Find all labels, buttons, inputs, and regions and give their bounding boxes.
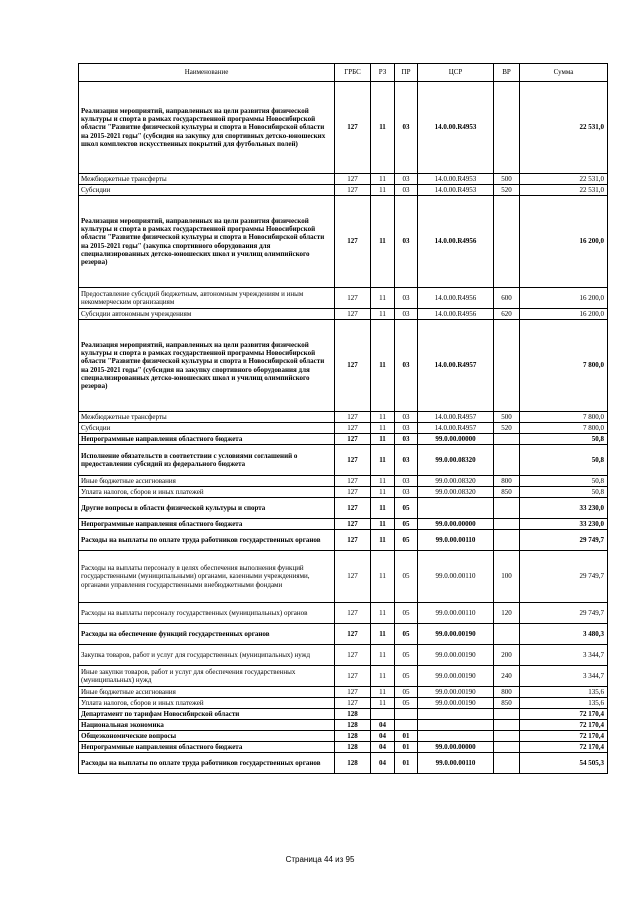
cell-sum: 72 170,4 [520, 709, 608, 720]
cell-csr: 14.0.00.R4957 [418, 320, 494, 412]
header-sum: Сумма [520, 64, 608, 82]
cell-rz: 04 [371, 720, 395, 731]
cell-sum: 16 200,0 [520, 196, 608, 288]
cell-vr: 850 [494, 698, 520, 709]
cell-name: Межбюджетные трансферты [79, 174, 335, 185]
table-row [79, 434, 608, 445]
cell-sum: 16 200,0 [520, 309, 608, 320]
cell-vr [494, 720, 520, 731]
cell-name: Расходы на обеспечение функций государственных органов [79, 624, 335, 645]
cell-rz: 11 [371, 530, 395, 551]
cell-vr [494, 753, 520, 774]
cell-vr: 850 [494, 487, 520, 498]
header-rz: РЗ [371, 64, 395, 82]
cell-grbs: 127 [335, 666, 371, 687]
cell-rz: 11 [371, 487, 395, 498]
cell-vr [494, 519, 520, 530]
cell-name: Непрограммные направления областного бюджета [79, 519, 335, 530]
cell-sum: 29 749,7 [520, 530, 608, 551]
cell-sum: 72 170,4 [520, 731, 608, 742]
table-row [79, 487, 608, 498]
cell-vr [494, 498, 520, 519]
table-row [79, 476, 608, 487]
cell-vr: 120 [494, 603, 520, 624]
cell-vr: 800 [494, 476, 520, 487]
cell-vr [494, 530, 520, 551]
cell-grbs: 127 [335, 196, 371, 288]
cell-csr: 14.0.00.R4957 [418, 423, 494, 434]
cell-grbs: 127 [335, 309, 371, 320]
cell-pr: 05 [395, 698, 418, 709]
cell-pr: 05 [395, 666, 418, 687]
cell-rz [371, 709, 395, 720]
table-row [79, 720, 608, 731]
table-row [79, 288, 608, 309]
cell-name: Иные бюджетные ассигнования [79, 476, 335, 487]
table-row [79, 742, 608, 753]
cell-grbs: 127 [335, 423, 371, 434]
cell-name: Исполнение обязательств в соответствии с условиями соглашений о предоставлении субсидий из федерального бюджета [79, 445, 335, 476]
cell-csr: 99.0.00.00110 [418, 551, 494, 603]
cell-sum: 50,8 [520, 476, 608, 487]
cell-pr: 03 [395, 288, 418, 309]
cell-name: Субсидии [79, 423, 335, 434]
header-name: Наименование [79, 64, 335, 82]
cell-sum: 22 531,0 [520, 174, 608, 185]
cell-name: Расходы на выплаты персоналу в целях обеспечения выполнения функций государственными (муниципальными) органами, казенными учреждениями, органами управления государственными внебюджетными фондами [79, 551, 335, 603]
cell-csr: 99.0.00.08320 [418, 476, 494, 487]
cell-csr: 14.0.00.R4953 [418, 82, 494, 174]
table-row [79, 753, 608, 774]
cell-pr: 05 [395, 498, 418, 519]
cell-sum: 22 531,0 [520, 82, 608, 174]
cell-pr: 05 [395, 551, 418, 603]
cell-grbs: 128 [335, 731, 371, 742]
cell-grbs: 127 [335, 687, 371, 698]
cell-pr: 03 [395, 320, 418, 412]
cell-rz: 11 [371, 445, 395, 476]
cell-pr: 03 [395, 445, 418, 476]
cell-csr: 14.0.00.R4953 [418, 185, 494, 196]
cell-pr [395, 720, 418, 731]
cell-vr: 240 [494, 666, 520, 687]
table-header-row [79, 64, 608, 82]
cell-rz: 11 [371, 645, 395, 666]
cell-name: Национальная экономика [79, 720, 335, 731]
cell-csr [418, 709, 494, 720]
cell-grbs: 127 [335, 82, 371, 174]
cell-name: Уплата налогов, сборов и иных платежей [79, 698, 335, 709]
cell-grbs: 127 [335, 487, 371, 498]
cell-grbs: 127 [335, 603, 371, 624]
cell-pr: 03 [395, 423, 418, 434]
cell-csr [418, 498, 494, 519]
cell-pr: 03 [395, 487, 418, 498]
cell-rz: 11 [371, 174, 395, 185]
cell-grbs: 127 [335, 185, 371, 196]
table-row [79, 603, 608, 624]
cell-rz: 11 [371, 196, 395, 288]
cell-sum: 72 170,4 [520, 720, 608, 731]
cell-name: Реализация мероприятий, направленных на цели развития физической культуры и спорта в рамках государственной программы Новосибирской области "Развитие физической культуры и спорта в Новосибирской области на 2015-2021 годы" (закупка спортивного оборудования для специализированных детско-юношеских школ и училищ олимпийского резерва) [79, 196, 335, 288]
cell-sum: 3 480,3 [520, 624, 608, 645]
cell-sum: 29 749,7 [520, 603, 608, 624]
table-row [79, 519, 608, 530]
header-csr: ЦСР [418, 64, 494, 82]
page-footer: Страница 44 из 95 [285, 855, 355, 864]
table-row [79, 82, 608, 174]
cell-name: Департамент по тарифам Новосибирской области [79, 709, 335, 720]
cell-pr: 01 [395, 731, 418, 742]
cell-rz: 11 [371, 423, 395, 434]
cell-name: Расходы на выплаты персоналу государственных (муниципальных) органов [79, 603, 335, 624]
cell-sum: 135,6 [520, 687, 608, 698]
cell-vr: 620 [494, 309, 520, 320]
cell-rz: 04 [371, 742, 395, 753]
cell-vr [494, 742, 520, 753]
cell-rz: 11 [371, 698, 395, 709]
cell-sum: 33 230,0 [520, 519, 608, 530]
cell-rz: 11 [371, 551, 395, 603]
cell-vr: 500 [494, 412, 520, 423]
table-row [79, 687, 608, 698]
cell-grbs: 127 [335, 412, 371, 423]
cell-rz: 11 [371, 185, 395, 196]
cell-pr: 05 [395, 624, 418, 645]
cell-csr: 99.0.00.00110 [418, 603, 494, 624]
table-row [79, 698, 608, 709]
cell-pr: 05 [395, 519, 418, 530]
cell-rz: 04 [371, 753, 395, 774]
cell-vr: 500 [494, 174, 520, 185]
table-row [79, 185, 608, 196]
cell-pr: 03 [395, 434, 418, 445]
cell-rz: 11 [371, 687, 395, 698]
cell-csr: 99.0.00.08320 [418, 445, 494, 476]
cell-rz: 11 [371, 624, 395, 645]
cell-csr: 99.0.00.00110 [418, 753, 494, 774]
cell-name: Уплата налогов, сборов и иных платежей [79, 487, 335, 498]
header-pr: ПР [395, 64, 418, 82]
cell-csr: 14.0.00.R4956 [418, 288, 494, 309]
cell-name: Непрограммные направления областного бюджета [79, 434, 335, 445]
cell-rz: 11 [371, 320, 395, 412]
cell-vr: 800 [494, 687, 520, 698]
cell-csr: 99.0.00.00190 [418, 645, 494, 666]
cell-name: Межбюджетные трансферты [79, 412, 335, 423]
cell-pr: 05 [395, 530, 418, 551]
table-row [79, 645, 608, 666]
cell-csr: 99.0.00.00000 [418, 519, 494, 530]
cell-pr: 01 [395, 753, 418, 774]
cell-sum: 54 505,3 [520, 753, 608, 774]
cell-rz: 11 [371, 412, 395, 423]
cell-rz: 11 [371, 603, 395, 624]
cell-pr: 03 [395, 309, 418, 320]
table-row [79, 666, 608, 687]
cell-grbs: 128 [335, 742, 371, 753]
cell-name: Реализация мероприятий, направленных на цели развития физической культуры и спорта в рамках государственной программы Новосибирской области "Развитие физической культуры и спорта в Новосибирской области на 2015-2021 годы" (субсидия на закупку для спортивных детско-юношеских школ комплектов искусственных покрытий для футбольных полей) [79, 82, 335, 174]
cell-grbs: 127 [335, 551, 371, 603]
cell-sum: 7 800,0 [520, 423, 608, 434]
cell-sum: 22 531,0 [520, 185, 608, 196]
cell-grbs: 127 [335, 698, 371, 709]
cell-grbs: 127 [335, 434, 371, 445]
cell-sum: 7 800,0 [520, 320, 608, 412]
cell-vr: 100 [494, 551, 520, 603]
cell-vr: 600 [494, 288, 520, 309]
cell-pr: 03 [395, 185, 418, 196]
cell-csr: 99.0.00.00000 [418, 434, 494, 445]
cell-csr: 99.0.00.00190 [418, 698, 494, 709]
cell-pr: 05 [395, 603, 418, 624]
table-row [79, 196, 608, 288]
cell-csr: 99.0.00.00000 [418, 742, 494, 753]
cell-name: Другие вопросы в области физической культуры и спорта [79, 498, 335, 519]
cell-rz: 04 [371, 731, 395, 742]
cell-sum: 29 749,7 [520, 551, 608, 603]
cell-grbs: 127 [335, 476, 371, 487]
cell-grbs: 128 [335, 709, 371, 720]
table-row [79, 709, 608, 720]
cell-name: Реализация мероприятий, направленных на цели развития физической культуры и спорта в рамках государственной программы Новосибирской области "Развитие физической культуры и спорта в Новосибирской области на 2015-2021 годы" (субсидия на закупку спортивного оборудования для специализированных детско-юношеских школ и училищ олимпийского резерва) [79, 320, 335, 412]
table-row [79, 320, 608, 412]
cell-name: Закупка товаров, работ и услуг для государственных (муниципальных) нужд [79, 645, 335, 666]
cell-rz: 11 [371, 82, 395, 174]
cell-name: Расходы на выплаты по оплате труда работников государственных органов [79, 530, 335, 551]
cell-grbs: 127 [335, 519, 371, 530]
cell-grbs: 127 [335, 174, 371, 185]
table-row [79, 624, 608, 645]
cell-sum: 135,6 [520, 698, 608, 709]
cell-name: Иные бюджетные ассигнования [79, 687, 335, 698]
cell-pr: 03 [395, 174, 418, 185]
cell-name: Предоставление субсидий бюджетным, автономным учреждениям и иным некоммерческим организациям [79, 288, 335, 309]
cell-name: Субсидии [79, 185, 335, 196]
cell-rz: 11 [371, 476, 395, 487]
cell-sum: 3 344,7 [520, 645, 608, 666]
cell-rz: 11 [371, 309, 395, 320]
table-row [79, 498, 608, 519]
document-sheet [78, 63, 607, 774]
cell-rz: 11 [371, 498, 395, 519]
cell-sum: 7 800,0 [520, 412, 608, 423]
cell-grbs: 127 [335, 530, 371, 551]
cell-grbs: 127 [335, 624, 371, 645]
cell-pr: 03 [395, 476, 418, 487]
cell-rz: 11 [371, 519, 395, 530]
cell-pr [395, 709, 418, 720]
cell-csr: 14.0.00.R4957 [418, 412, 494, 423]
cell-csr [418, 720, 494, 731]
cell-name: Общеэкономические вопросы [79, 731, 335, 742]
cell-name: Расходы на выплаты по оплате труда работников государственных органов [79, 753, 335, 774]
cell-grbs: 127 [335, 645, 371, 666]
cell-csr: 99.0.00.00190 [418, 687, 494, 698]
cell-pr: 03 [395, 412, 418, 423]
table-row [79, 309, 608, 320]
budget-table [78, 63, 608, 774]
cell-vr [494, 445, 520, 476]
table-row [79, 731, 608, 742]
cell-name: Субсидии автономным учреждениям [79, 309, 335, 320]
cell-name: Иные закупки товаров, работ и услуг для обеспечения государственных (муниципальных) нужд [79, 666, 335, 687]
cell-sum: 50,8 [520, 445, 608, 476]
cell-pr: 05 [395, 645, 418, 666]
cell-pr: 03 [395, 82, 418, 174]
cell-grbs: 127 [335, 288, 371, 309]
cell-csr: 14.0.00.R4956 [418, 196, 494, 288]
cell-sum: 16 200,0 [520, 288, 608, 309]
cell-csr: 99.0.00.00110 [418, 530, 494, 551]
cell-csr: 99.0.00.00190 [418, 624, 494, 645]
cell-rz: 11 [371, 666, 395, 687]
cell-sum: 72 170,4 [520, 742, 608, 753]
cell-pr: 01 [395, 742, 418, 753]
header-vr: ВР [494, 64, 520, 82]
cell-vr [494, 196, 520, 288]
cell-grbs: 128 [335, 753, 371, 774]
cell-vr [494, 434, 520, 445]
cell-sum: 3 344,7 [520, 666, 608, 687]
cell-rz: 11 [371, 288, 395, 309]
table-row [79, 423, 608, 434]
header-grbs: ГРБС [335, 64, 371, 82]
cell-sum: 50,8 [520, 434, 608, 445]
cell-vr [494, 320, 520, 412]
cell-grbs: 128 [335, 720, 371, 731]
cell-vr: 520 [494, 423, 520, 434]
cell-sum: 33 230,0 [520, 498, 608, 519]
table-row [79, 530, 608, 551]
cell-name: Непрограммные направления областного бюджета [79, 742, 335, 753]
cell-vr [494, 731, 520, 742]
cell-vr: 200 [494, 645, 520, 666]
cell-pr: 03 [395, 196, 418, 288]
cell-vr [494, 82, 520, 174]
cell-csr: 99.0.00.08320 [418, 487, 494, 498]
cell-rz: 11 [371, 434, 395, 445]
table-row [79, 551, 608, 603]
cell-sum: 50,8 [520, 487, 608, 498]
cell-csr: 99.0.00.00190 [418, 666, 494, 687]
cell-pr: 05 [395, 687, 418, 698]
cell-vr: 520 [494, 185, 520, 196]
cell-grbs: 127 [335, 320, 371, 412]
cell-vr [494, 709, 520, 720]
table-row [79, 445, 608, 476]
cell-csr: 14.0.00.R4956 [418, 309, 494, 320]
cell-grbs: 127 [335, 498, 371, 519]
cell-csr: 14.0.00.R4953 [418, 174, 494, 185]
table-row [79, 412, 608, 423]
cell-csr [418, 731, 494, 742]
table-row [79, 174, 608, 185]
cell-grbs: 127 [335, 445, 371, 476]
cell-vr [494, 624, 520, 645]
